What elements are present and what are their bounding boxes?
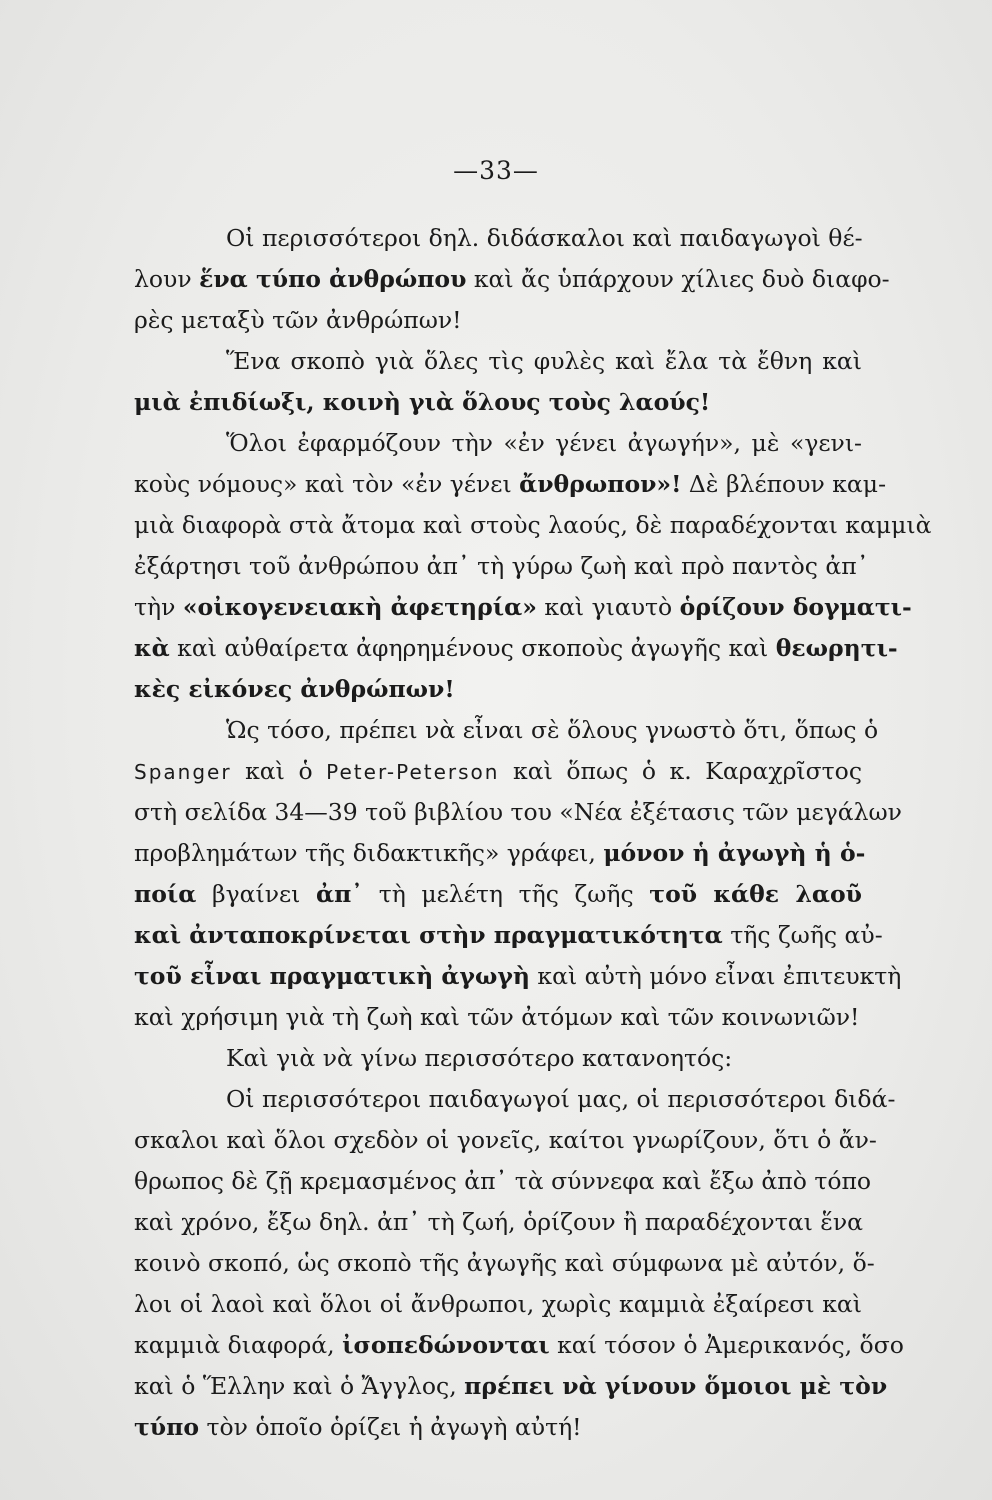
text-run: τῆς ζωῆς αὐ- — [722, 921, 883, 949]
text-run: Ὡς τόσο, πρέπει νὰ εἶναι σὲ ὅλους γνωστὸ ὅτι, ὅπως ὁ — [226, 716, 879, 744]
bold-text: ποία — [134, 880, 197, 908]
text-run: Ὅλοι ἐφαρμόζουν τὴν «ἐν γένει ἀγωγήν», μὲ «γενι- — [226, 429, 862, 457]
text-line — [134, 751, 862, 792]
bold-text: τύπο — [134, 1413, 199, 1441]
text-run: καμμιὰ διαφορά, — [134, 1331, 343, 1359]
text-line — [134, 1284, 862, 1325]
bold-text: θεωρητι- — [775, 634, 898, 662]
text-line — [134, 874, 862, 915]
text-line — [134, 1366, 888, 1407]
text-line — [134, 218, 862, 259]
text-line — [134, 546, 869, 587]
bold-text: «οἰκογενειακὴ ἀφετηρία» — [182, 593, 537, 621]
text-run: Δὲ βλέπουν καμ- — [681, 470, 887, 498]
bold-text: κὲς εἰκόνες ἀνθρώπων! — [134, 675, 455, 703]
text-run: καὶ χρήσιμη γιὰ τὴ ζωὴ καὶ τῶν ἀτόμων καὶ τῶν κοινωνιῶν! — [134, 1003, 860, 1031]
text-run: καί τόσον ὁ Ἀμερικανός, ὅσο — [549, 1331, 904, 1359]
text-line — [134, 382, 862, 423]
text-line — [134, 341, 862, 382]
text-run: Οἱ περισσότεροι δηλ. διδάσκαλοι καὶ παιδαγωγοὶ θέ- — [226, 224, 863, 252]
text-run: σκαλοι καὶ ὅλοι σχεδὸν οἱ γονεῖς, καίτοι γνωρίζουν, ὅτι ὁ ἄν- — [134, 1126, 877, 1154]
text-run: Peter-Peterson — [326, 760, 500, 784]
text-run: στὴ σελίδα 34—39 τοῦ βιβλίου του «Νέα ἐξέτασις τῶν μεγάλων — [134, 798, 902, 826]
text-run: ἐξάρτησι τοῦ ἀνθρώπου ἀπ᾽ τὴ γύρω ζωὴ καὶ πρὸ παντὸς ἀπ᾽ — [134, 552, 869, 580]
bold-text: ἰσοπεδώνονται — [342, 1331, 550, 1359]
text-run: καὶ χρόνο, ἔξω δηλ. ἀπ᾽ τὴ ζωή, ὁρίζουν ἢ παραδέχονται ἕνα — [134, 1208, 864, 1236]
text-line — [134, 259, 890, 300]
text-run: λοι οἱ λαοὶ καὶ ὅλοι οἱ ἄνθρωποι, χωρὶς καμμιὰ ἐξαίρεσι καὶ — [134, 1290, 862, 1318]
bold-text: μόνον ἡ ἀγωγὴ ἡ ὁ- — [603, 839, 866, 867]
text-line — [134, 628, 898, 669]
bold-text: ὁρίζουν δογματι- — [679, 593, 912, 621]
text-run: τὸν ὁποῖο ὁρίζει ἡ ἀγωγὴ αὐτή! — [199, 1413, 582, 1441]
bold-text: κὰ — [134, 634, 170, 662]
text-line — [134, 1038, 862, 1079]
text-run: καὶ ὁ — [231, 757, 327, 785]
text-run: καὶ ἄς ὑπάρχουν χίλιες δυὸ διαφο- — [466, 265, 890, 293]
text-line — [134, 1325, 904, 1366]
text-run: λουν — [134, 265, 200, 293]
text-line — [134, 464, 887, 505]
text-run: καὶ ὅπως ὁ κ. Καραχρῖστος — [499, 757, 862, 785]
text-run: τὴ μελέτη τῆς ζωῆς — [363, 880, 650, 908]
text-line — [134, 792, 902, 833]
bold-text: πρέπει νὰ γίνουν ὅμοιοι μὲ τὸν — [464, 1372, 888, 1400]
bold-text: τοῦ κάθε λαοῦ — [649, 880, 862, 908]
text-line — [134, 423, 862, 464]
text-line — [134, 833, 866, 874]
text-line — [134, 300, 862, 341]
text-run: καὶ γιαυτὸ — [536, 593, 680, 621]
text-line — [134, 710, 879, 751]
text-run: βγαίνει — [196, 880, 317, 908]
text-run: μιὰ διαφορὰ στὰ ἄτομα καὶ στοὺς λαούς, δὲ παραδέχονται καμμιὰ — [134, 511, 932, 539]
bold-text: καὶ ἀνταποκρίνεται στὴν πραγματικότητα — [134, 921, 723, 949]
text-run: Οἱ περισσότεροι παιδαγωγοί μας, οἱ περισσότεροι διδά- — [226, 1085, 896, 1113]
text-run: καὶ ὁ Ἕλλην καὶ ὁ Ἄγγλος, — [134, 1372, 465, 1400]
text-line — [134, 1243, 875, 1284]
text-run: Spanger — [134, 760, 232, 784]
text-run: κοινὸ σκοπό, ὡς σκοπὸ τῆς ἀγωγῆς καὶ σύμφωνα μὲ αὐτόν, ὅ- — [134, 1249, 875, 1277]
text-run: καὶ αὐθαίρετα ἀφηρημένους σκοποὺς ἀγωγῆς καὶ — [169, 634, 776, 662]
body-text — [134, 218, 932, 1448]
text-run: θρωπος δὲ ζῇ κρεμασμένος ἀπ᾽ τὰ σύννεφα καὶ ἔξω ἀπὸ τόπο — [134, 1167, 872, 1195]
bold-text: τοῦ εἶναι πραγματικὴ ἀγωγὴ — [134, 962, 530, 990]
text-run: κοὺς νόμους» καὶ τὸν «ἐν γένει — [134, 470, 520, 498]
text-run: Καὶ γιὰ νὰ γίνω περισσότερο κατανοητός: — [226, 1044, 733, 1072]
text-run: τὴν — [134, 593, 183, 621]
text-run: Ἕνα σκοπὸ γιὰ ὅλες τὶς φυλὲς καὶ ἔλα τὰ ἔθνη καὶ — [226, 347, 862, 375]
bold-text: ἕνα τύπο ἀνθρώπου — [199, 265, 467, 293]
text-line — [134, 587, 912, 628]
text-line — [134, 669, 862, 710]
page-number: —33— — [453, 156, 539, 185]
text-line — [134, 997, 862, 1038]
bold-text: μιὰ ἐπιδίωξι, κοινὴ γιὰ ὅλους τοὺς λαούς! — [134, 388, 711, 416]
text-line — [134, 1407, 862, 1448]
text-line — [134, 1079, 896, 1120]
text-line — [134, 956, 902, 997]
text-line — [134, 915, 883, 956]
text-run: προβλημάτων τῆς διδακτικῆς» γράφει, — [134, 839, 604, 867]
text-line — [134, 1202, 862, 1243]
text-run: ρὲς μεταξὺ τῶν ἀνθρώπων! — [134, 306, 462, 334]
bold-text: ἄνθρωπον»! — [519, 470, 682, 498]
text-line — [134, 1120, 877, 1161]
bold-text: ἀπ᾽ — [316, 880, 364, 908]
text-line — [134, 505, 932, 546]
text-line — [134, 1161, 872, 1202]
text-run: καὶ αὐτὴ μόνο εἶναι ἐπιτευκτὴ — [529, 962, 902, 990]
